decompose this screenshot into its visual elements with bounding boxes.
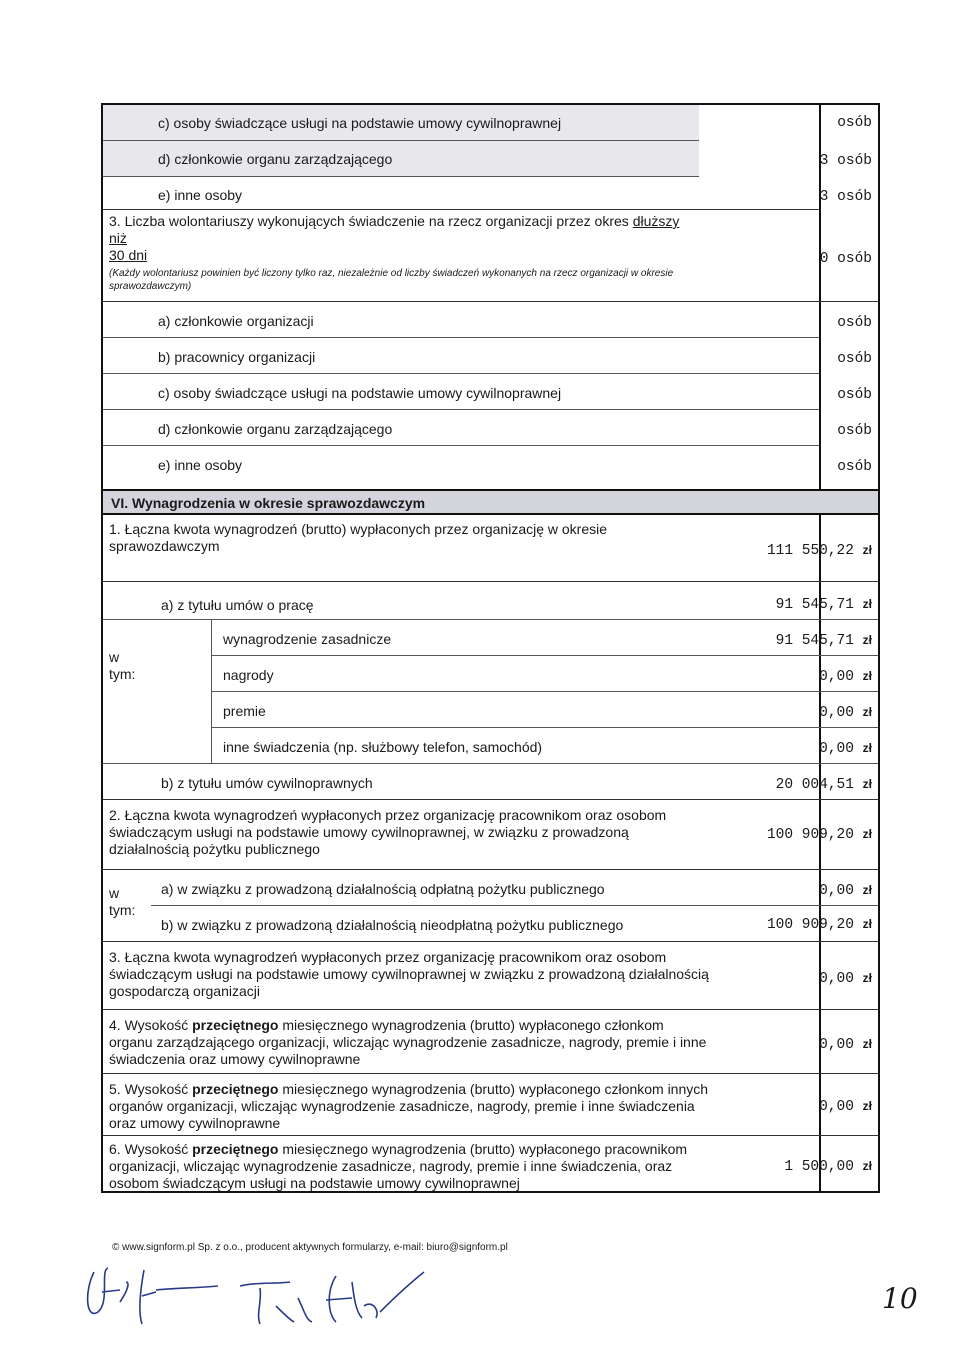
row-value: osób [837, 115, 872, 131]
q3-note: (Każdy wolontariusz powinien być liczony tylko raz, niezależnie od liczby świadczeń wykonanych na rzecz organizacji w okresie sprawozdawczym) [109, 268, 674, 292]
q1-sub-value: 91 545,71 zł [775, 633, 872, 649]
page-number: 10 [882, 1282, 918, 1315]
row-value: osób [837, 351, 872, 367]
row-value: osób [837, 387, 872, 403]
q3w-value: 0,00 zł [819, 971, 872, 987]
row-label: e) inne osoby [158, 457, 243, 473]
section-heading: VI. Wynagrodzenia w okresie sprawozdawczym [103, 489, 878, 515]
q6-value: 1 500,00 zł [784, 1159, 872, 1175]
row-label: d) członkowie organu zarządzającego [158, 151, 393, 167]
q1-sub-label: premie [223, 703, 266, 719]
q4-label: 4. Wysokość przeciętnego miesięcznego wynagrodzenia (brutto) wypłaconego członkom organu zarządzającego organizacji, wliczając wynagrodzenie zasadnicze, nagrody, premie i inne świadczenia oraz umowy cywilnoprawne [109, 1017, 707, 1067]
q4-value: 0,00 zł [819, 1037, 872, 1053]
q1a-value: 91 545,71 zł [775, 597, 872, 613]
q2b-label: b) w związku z prowadzoną działalnością nieodpłatną pożytku publicznego [161, 917, 624, 933]
row-value: 3 osób [819, 189, 872, 205]
report-table [101, 103, 880, 1193]
handwritten-signatures [80, 1262, 480, 1332]
row-label: c) osoby świadczące usługi na podstawie umowy cywilnoprawnej [158, 115, 562, 131]
q1-sub-label: inne świadczenia (np. służbowy telefon, samochód) [223, 739, 543, 755]
row-label: c) osoby świadczące usługi na podstawie umowy cywilnoprawnej [158, 385, 562, 401]
q2-value: 100 909,20 zł [766, 827, 872, 843]
q3-title: 3. Liczba wolontariuszy wykonujących świadczenie na rzecz organizacji przez okres dłuższy niż 30 dni [109, 213, 680, 263]
q1a-label: a) z tytułu umów o pracę [161, 597, 314, 613]
q1-sub-label: nagrody [223, 667, 274, 683]
q6-label: 6. Wysokość przeciętnego miesięcznego wynagrodzenia (brutto) wypłaconego pracownikom organizacji, wliczając wynagrodzenie zasadnicze, nagrody, premie i inne świadczenia, oraz osobom świadczącym usługi na podstawie umowy cywilnoprawnej [109, 1141, 688, 1191]
q3-value: 0 osób [819, 251, 872, 267]
w-tym-label: w tym: [109, 885, 136, 918]
q2a-value: 0,00 zł [819, 883, 872, 899]
q2a-label: a) w związku z prowadzoną działalnością odpłatną pożytku publicznego [161, 881, 605, 897]
row-label: a) członkowie organizacji [158, 313, 314, 329]
q1-sub-value: 0,00 zł [819, 705, 872, 721]
row-label: e) inne osoby [158, 187, 243, 203]
row-label: b) pracownicy organizacji [158, 349, 316, 365]
q5-label: 5. Wysokość przeciętnego miesięcznego wynagrodzenia (brutto) wypłaconego członkom innych organów organizacji, wliczając wynagrodzenie zasadnicze, nagrody, premie i inne świadczenia oraz umowy cywilnoprawne [109, 1081, 709, 1131]
q3w-label: 3. Łączna kwota wynagrodzeń wypłaconych przez organizację pracownikom oraz osobom świadczącym usługi na podstawie umowy cywilnoprawnej w związku z prowadzoną działalnością gospodarczą organizacji [109, 949, 709, 999]
q2b-value: 100 909,20 zł [766, 917, 872, 933]
q1-label: 1. Łączna kwota wynagrodzeń (brutto) wypłaconych przez organizację w okresie sprawozdawczym [109, 521, 608, 554]
q1-value: 111 550,22 zł [766, 543, 872, 559]
q1b-label: b) z tytułu umów cywilnoprawnych [161, 775, 373, 791]
row-value: osób [837, 315, 872, 331]
q2-label: 2. Łączna kwota wynagrodzeń wypłaconych przez organizację pracownikom oraz osobom świadczącym usługi na podstawie umowy cywilnoprawnej, w związku z prowadzoną działalnością pożytku publicznego [109, 807, 667, 857]
q5-value: 0,00 zł [819, 1099, 872, 1115]
row-value: osób [837, 423, 872, 439]
q1-sub-value: 0,00 zł [819, 669, 872, 685]
footer-text: © www.signform.pl Sp. z o.o., producent aktywnych formularzy, e-mail: biuro@signform.pl [112, 1242, 508, 1253]
q1-sub-value: 0,00 zł [819, 741, 872, 757]
row-value: 3 osób [819, 153, 872, 169]
w-tym-label: w tym: [109, 649, 136, 682]
q1-sub-label: wynagrodzenie zasadnicze [223, 631, 392, 647]
q1b-value: 20 004,51 zł [775, 777, 872, 793]
row-label: d) członkowie organu zarządzającego [158, 421, 393, 437]
row-value: osób [837, 459, 872, 475]
